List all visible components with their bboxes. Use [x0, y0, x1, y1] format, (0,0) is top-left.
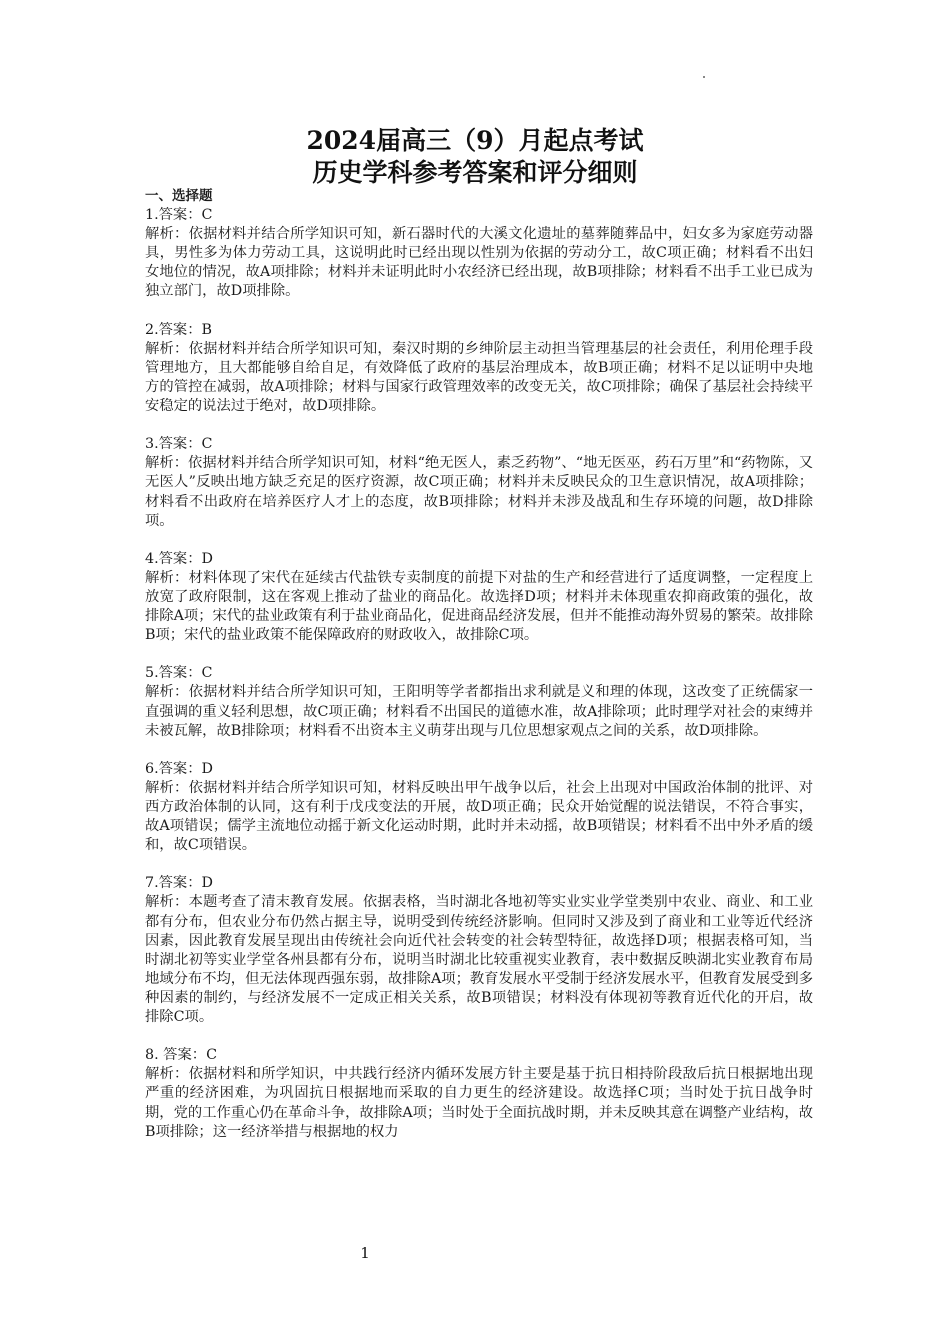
question-7: [145, 874, 813, 1027]
question-5: [145, 664, 813, 740]
answer-line: 3.答案：C: [145, 436, 213, 453]
answer-line: 5.答案：C: [145, 665, 213, 682]
page-number: 1: [360, 1244, 370, 1262]
analysis-paragraph: 解析：依据材料并结合所学知识可知，秦汉时期的乡绅阶层主动担当管理基层的社会责任，利用伦理手段管理地方，且大都能够自给自足，有效降低了政府的基层治理成本，故B项正确；材料不足以证明中央地方的管控在减弱，故A项排除；材料与国家行政管理效率的改变无关，故C项排除；确保了基层社会持续平安稳定的说法过于绝对，故D项排除。: [145, 340, 813, 415]
section-heading: 一、选择题: [145, 188, 213, 204]
answer-line: 7.答案：D: [145, 875, 213, 892]
answer-line: 8. 答案：C: [145, 1047, 218, 1064]
question-2: [145, 321, 813, 416]
analysis-paragraph: 解析：依据材料并结合所学知识可知，新石器时代的大溪文化遗址的墓葬随葬品中，妇女多为家庭劳动器具，男性多为体力劳动工具，这说明此时已经出现以性别为依据的劳动分工，故C项正确；材料看不出妇女地位的情况，故A项排除；材料并未证明此时小农经济已经出现，故B项排除；材料看不出手工业已成为独立部门，故D项排除。: [145, 226, 813, 300]
analysis-paragraph: 解析：依据材料并结合所学知识可知，王阳明等学者都指出求利就是义和理的体现，这改变了正统儒家一直强调的重义轻利思想，故C项正确；材料看不出国民的道德水准，故A排除项；此时理学对社会的束缚并未被瓦解，故B排除项；材料看不出资本主义萌芽出现与几位思想家观点之间的关系，故D项排除。: [145, 684, 813, 739]
question-3: [145, 435, 813, 530]
analysis-paragraph: 解析：依据材料并结合所学知识可知，材料“绝无医人，素乏药物”、“地无医巫，药石万里”和“药物陈，又无医人”反映出地方缺乏充足的医疗资源，故C项正确；材料并未反映民众的卫生意识情况，故A项排除；材料看不出政府在培养医疗人才上的态度，故B项排除；材料并未涉及战乱和生存环境的问题，故D排除项。: [145, 455, 813, 529]
question-1: [145, 206, 813, 301]
document-title-line1: 2024届高三（9）月起点考试: [306, 126, 644, 155]
document-body: [145, 187, 813, 1161]
analysis-paragraph: 解析：材料体现了宋代在延续古代盐铁专卖制度的前提下对盐的生产和经营进行了适度调整，一定程度上放宽了政府限制，这在客观上推动了盐业的商品化。故选择D项；材料并未体现重农抑商政策的强化，故排除A项；宋代的盐业政策有利于盐业商品化，促进商品经济发展，但并不能推动海外贸易的繁荣。故排除B项；宋代的盐业政策不能保障政府的财政收入，故排除C项。: [145, 569, 813, 644]
question-4: [145, 550, 813, 645]
scan-dot: [703, 76, 705, 78]
answer-line: 6.答案：D: [145, 760, 213, 777]
answer-line: 1.答案：C: [145, 207, 213, 224]
analysis-paragraph: 解析：本题考查了清末教育发展。依据表格，当时湖北各地初等实业实业学堂类别中农业、商业、和工业都有分布，但农业分布仍然占据主导，说明受到传统经济影响。但同时又涉及到了商业和工业等近代经济因素，因此教育发展呈现出由传统社会向近代社会转变的社会转型特征，故选择D项；根据表格可知，当时湖北初等实业学堂各州县都有分布，说明当时湖北比较重视实业教育，表中数据反映湖北实业教育布局地域分布不均，但无法体现西强东弱，故排除A项；教育发展水平受制于经济发展水平，但教育发展受到多种因素的制约，与经济发展不一定成正相关关系，故B项错误；材料没有体现初等教育近代化的开启，故排除C项。: [145, 894, 813, 1026]
document-title-line2: 历史学科参考答案和评分细则: [312, 158, 638, 187]
analysis-paragraph: 解析：依据材料并结合所学知识可知，材料反映出甲午战争以后，社会上出现对中国政治体制的批评、对西方政治体制的认同，这有利于戊戌变法的开展，故D项正确；民众开始觉醒的说法错误，不符合事实，故A项错误；儒学主流地位动摇于新文化运动时期，此时并未动摇，故B项错误；材料看不出中外矛盾的缓和，故C项错误。: [145, 779, 813, 854]
answer-line: 4.答案：D: [145, 550, 213, 567]
question-8: [145, 1046, 813, 1141]
analysis-paragraph: 解析：依据材料和所学知识，中共践行经济内循环发展方针主要是基于抗日相持阶段敌后抗日根据地出现严重的经济困难，为巩固抗日根据地而采取的自力更生的经济建设。故选择C项；当时处于抗日战争时期，党的工作重心仍在革命斗争，故排除A项；当时处于全面抗战时期，并未反映其意在调整产业结构，故B项排除；这一经济举措与根据地的权力: [145, 1066, 813, 1140]
question-6: [145, 760, 813, 855]
answer-line: 2.答案：B: [145, 321, 213, 338]
